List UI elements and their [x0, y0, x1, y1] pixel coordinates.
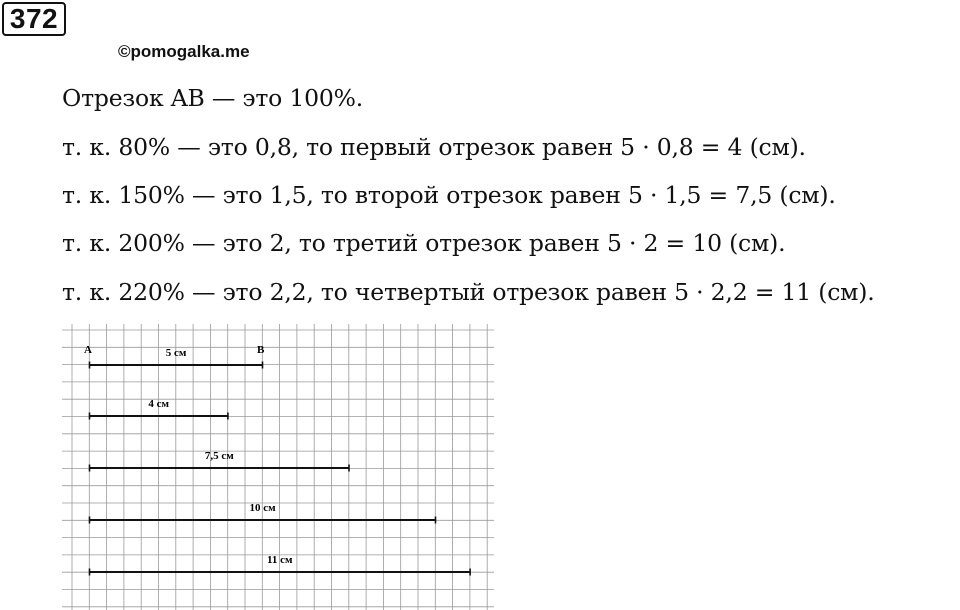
point-b-label: B: [257, 344, 265, 356]
grid-drawing: [62, 324, 494, 610]
segment-1-label: 5 см: [165, 347, 187, 359]
point-a-label: A: [84, 344, 92, 356]
solution-line-1: Отрезок AB — это 100%.: [62, 84, 364, 112]
segment-4-label: 10 см: [249, 502, 276, 514]
solution-line-3: т. к. 150% — это 1,5, то второй отрезок равен 5 · 1,5 = 7,5 (см).: [62, 181, 836, 209]
segment-5-label: 11 см: [267, 554, 293, 566]
watermark-text: ©pomogalka.me: [118, 42, 250, 61]
segment-3-label: 7,5 см: [204, 450, 234, 462]
segment-2-label: 4 см: [148, 398, 170, 410]
solution-line-5: т. к. 220% — это 2,2, то четвертый отрезок равен 5 · 2,2 = 11 (см).: [62, 278, 875, 306]
solution-line-2: т. к. 80% — это 0,8, то первый отрезок равен 5 · 0,8 = 4 (см).: [62, 133, 806, 161]
solution-line-4: т. к. 200% — это 2, то третий отрезок равен 5 · 2 = 10 (см).: [62, 229, 786, 257]
grid-paper: [62, 324, 494, 610]
problem-number-badge: 372: [2, 2, 66, 36]
